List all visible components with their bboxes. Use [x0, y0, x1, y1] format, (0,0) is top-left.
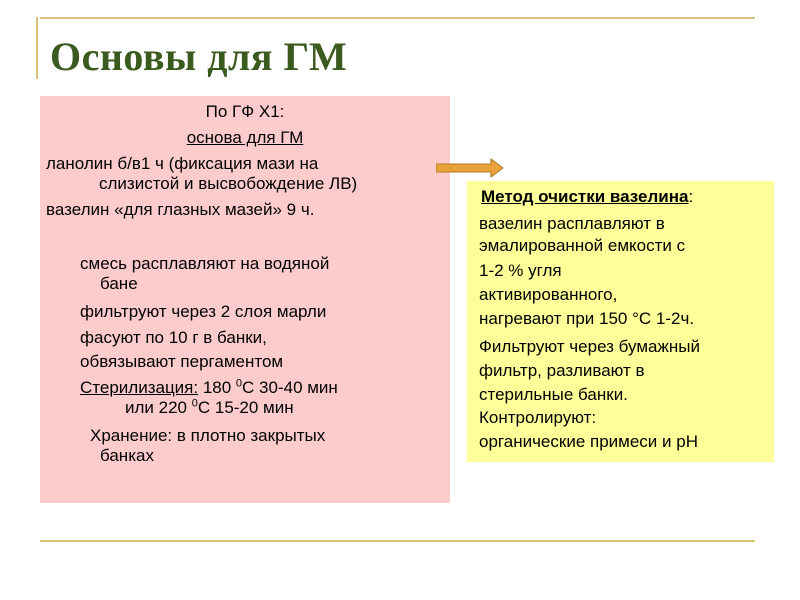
- sterilization-label: Стерилизация:: [80, 378, 199, 397]
- method-line: стерильные банки.: [479, 385, 628, 404]
- method-line: Фильтруют через бумажный: [479, 337, 700, 356]
- method-line: фильтр, разливают в: [479, 361, 645, 380]
- title-accent-line: [36, 17, 38, 79]
- right-panel: [467, 181, 774, 462]
- method-line: 1-2 % угля: [479, 261, 562, 280]
- degree-sup-2: 0: [191, 397, 198, 410]
- left-subheading: основа для ГМ: [186, 128, 304, 147]
- melt-line-cont: бане: [100, 274, 138, 293]
- sterilization-line-2: [125, 398, 294, 418]
- sterilization-temp-2: или 220: [125, 398, 192, 417]
- storage-line-cont: банках: [100, 446, 154, 465]
- storage-line: Хранение: в плотно закрытых: [90, 426, 326, 445]
- method-line: органические примеси и рН: [479, 432, 698, 451]
- right-arrow-icon: [436, 158, 504, 178]
- tie-line: обвязывают пергаментом: [80, 352, 284, 371]
- filter-line: фильтруют через 2 слоя марли: [80, 302, 327, 321]
- slide-title: Основы для ГМ: [50, 34, 348, 79]
- sterilization-time-1: С 30-40 мин: [242, 378, 338, 397]
- method-heading: Метод очистки вазелина:: [481, 187, 694, 206]
- method-line: Контролируют:: [479, 408, 597, 427]
- degree-sup-1: 0: [235, 377, 243, 390]
- sterilization-line: [80, 378, 338, 398]
- left-heading: По ГФ Х1:: [205, 102, 285, 121]
- packaging-line: фасуют по 10 г в банки,: [80, 328, 267, 347]
- top-rule: [40, 17, 755, 19]
- sterilization-temp-1: 180: [198, 378, 236, 397]
- melt-line: смесь расплавляют на водяной: [80, 254, 330, 273]
- method-line: эмалированной емкости с: [479, 236, 686, 255]
- lanolin-line-cont: слизистой и высвобождение ЛВ): [99, 174, 358, 193]
- method-line: вазелин расплавляют в: [479, 214, 665, 233]
- vaseline-line: вазелин «для глазных мазей» 9 ч.: [46, 200, 315, 219]
- method-line: нагревают при 150 °С 1-2ч.: [479, 309, 695, 328]
- sterilization-time-2: С 15-20 мин: [197, 398, 294, 417]
- left-panel: [40, 96, 450, 503]
- lanolin-line: ланолин б/в1 ч (фиксация мази на: [46, 154, 319, 173]
- method-line: активированного,: [479, 285, 618, 304]
- bottom-rule: [40, 540, 755, 542]
